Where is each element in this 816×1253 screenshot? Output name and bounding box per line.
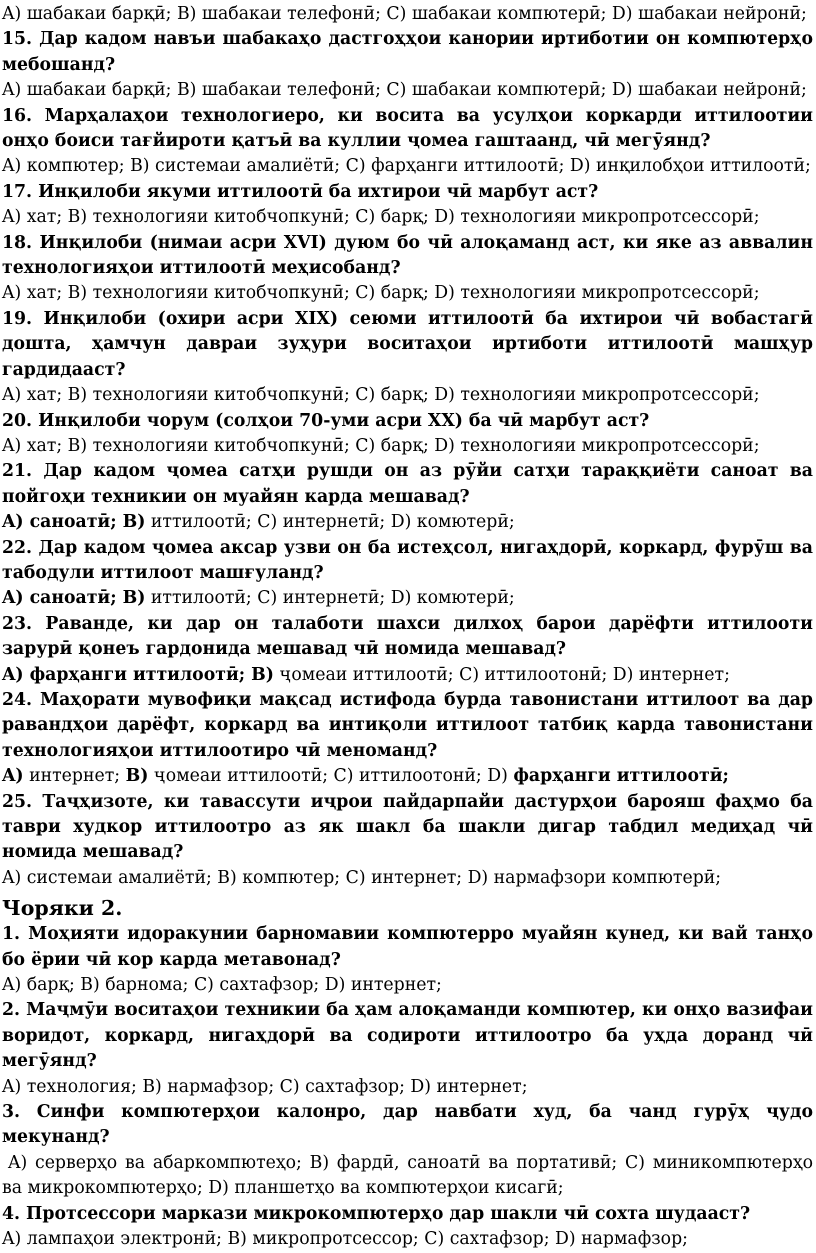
answer-options-23-bold: A) фарҳанги иттилоотӣ; B) — [2, 664, 274, 685]
question-25: 25. Таҷҳизоте, ки тавассути иҷрои пайдарпайи дастурҳои барояш фаҳмо ба таври худкор иттилоотро аз як шакл ба шакли дигар табдил медиҳад чӣ номида мешавад? — [2, 791, 813, 863]
answer-24-a-letter: A) — [2, 766, 24, 787]
question-23: 23. Раванде, ки дар он талаботи шахси дилхоҳ барои дарёфти иттилооти зарурӣ қонеъ гардонида мешавад чӣ номида мешавад? — [2, 613, 813, 660]
question-s4: 4. Протсессори маркази микрокомпютерҳо дар шакли чӣ сохта шудааст? — [2, 1203, 751, 1224]
question-s3: 3. Синфи компютерҳои калонро, дар навбати худ, ба чанд гурӯҳ ҷудо мекунанд? — [2, 1102, 813, 1148]
answer-options-17: A) хат; B) технологияи китобчопкунӣ; C) барқ; D) технологияи микропротсессорӣ; — [2, 207, 760, 228]
answer-options-21-rest: иттилоотӣ; C) интернетӣ; D) комютерӣ; — [145, 512, 515, 533]
answer-options-22 — [2, 586, 813, 611]
question-19: 19. Инқилоби (охири асри XIX) сеюми иттилоотӣ ба ихтирои чӣ вобастагӣ дошта, ҳамчун давраи зуҳури воситаҳои иртиботи иттилоотӣ машҳур гардидааст? — [2, 308, 813, 380]
answer-options-15: A) шабакаи барқӣ; B) шабакаи телефонӣ; C) шабакаи компютерӣ; D) шабакаи нейронӣ; — [2, 80, 807, 101]
answer-options-s4: A) лампаҳои электронӣ; B) микропротсессор; C) сахтафзор; D) нармафзор; — [2, 1229, 688, 1250]
answer-options-23-rest: ҷомеаи иттилоотӣ; C) иттилоотонӣ; D) интернет; — [273, 664, 730, 685]
question-s1: 1. Моҳияти идоракунии барномавии компютерро муайян кунед, ки вай танҳо бо ёрии чӣ кор карда метавонад? — [2, 924, 813, 970]
answer-options-21 — [2, 510, 813, 535]
answer-24-middle: ҷомеаи иттилоотӣ; C) иттилоотонӣ; D) — [148, 766, 514, 787]
answer-options-25: A) системаи амалиётӣ; B) компютер; C) интернет; D) нармафзори компютерӣ; — [2, 867, 722, 888]
answer-options-s2: A) технология; B) нармафзор; C) сахтафзор; D) интернет; — [2, 1076, 528, 1097]
question-16: 16. Марҳалаҳои технологиеро, ки восита ва усулҳои коркарди иттилоотии онҳо боиси тағйироти қатъӣ ва куллии ҷомеа гаштаанд, чӣ мегӯянд? — [2, 105, 813, 152]
question-18: 18. Инқилоби (нимаи асри XVI) дуюм бо чӣ алоқаманд аст, ки яке аз аввалин технологияҳои иттилоотӣ меҳисобанд? — [2, 232, 813, 279]
question-20: 20. Инқилоби чорум (солҳои 70-уми асри XX) ба чӣ марбут аст? — [2, 410, 650, 431]
answer-options-19: A) хат; B) технологияи китобчопкунӣ; C) барқ; D) технологияи микропротсессорӣ; — [2, 385, 760, 406]
question-21: 21. Дар кадом ҷомеа сатҳи рушди он аз рӯйи сатҳи тараққиёти саноат ва пойгоҳи техникии он муайян карда мешавад? — [2, 461, 813, 507]
answer-24-a-text: интернет; — [23, 766, 126, 787]
question-22: 22. Дар кадом ҷомеа аксар узви он ба истеҳсол, нигаҳдорӣ, коркард, фурӯш ва табодули иттилоот машғуланд? — [2, 537, 813, 583]
answer-options-24 — [2, 764, 813, 789]
answer-options-22-rest: иттилоотӣ; C) интернетӣ; D) комютерӣ; — [145, 588, 515, 609]
question-24: 24. Маҳорати мувофиқи мақсад истифода бурда тавонистани иттилоот ва дар равандҳои дарёфт, коркард ва интиқоли иттилоот татбиқ карда тавонистани технологияҳои иттилоотиро чӣ меноманд? — [2, 689, 813, 761]
answer-options-16: A) компютер; B) системаи амалиётӣ; C) фарҳанги иттилоотӣ; D) инқилобҳои иттилоотӣ; — [2, 156, 811, 177]
answer-options-14: A) шабакаи барқӣ; B) шабакаи телефонӣ; C) шабакаи компютерӣ; D) шабакаи нейронӣ; — [2, 4, 807, 24]
answer-options-s3: A) серверҳо ва абаркомпютеҳо; B) фардӣ, саноатӣ ва портативӣ; C) миникомпютерҳо ва микрокомпютерҳо; D) планшетҳо ва компютерҳои кисагӣ; — [2, 1152, 813, 1199]
answer-options-18: A) хат; B) технологияи китобчопкунӣ; C) барқ; D) технологияи микропротсессорӣ; — [2, 283, 760, 304]
answer-24-d-text: фарҳанги иттилоотӣ; — [513, 766, 729, 787]
answer-options-23 — [2, 663, 813, 688]
question-15: 15. Дар кадом навъи шабакаҳо дастгоҳҳои канории иртиботии он компютерҳо мебошанд? — [2, 29, 813, 75]
answer-options-20: A) хат; B) технологияи китобчопкунӣ; C) барқ; D) технологияи микропротсессорӣ; — [2, 435, 760, 456]
answer-options-22-bold: A) саноатӣ; B) — [2, 588, 146, 609]
answer-options-s1: A) барқ; B) барнома; C) сахтафзор; D) интернет; — [2, 975, 442, 996]
answer-options-21-bold: A) саноатӣ; B) — [2, 512, 146, 533]
question-17: 17. Инқилоби якуми иттилоотӣ ба ихтирои чӣ марбут аст? — [2, 181, 599, 202]
answer-24-b-letter: B) — [125, 766, 149, 787]
question-s2: 2. Маҷмӯи воситаҳои техникии ба ҳам алоқаманди компютер, ки онҳо вазифаи воридот, коркард, нигаҳдорӣ ва содироти иттилоотро ба уҳда доранд чӣ мегӯянд? — [2, 1000, 813, 1072]
section-heading: Чоряки 2. — [2, 896, 123, 921]
